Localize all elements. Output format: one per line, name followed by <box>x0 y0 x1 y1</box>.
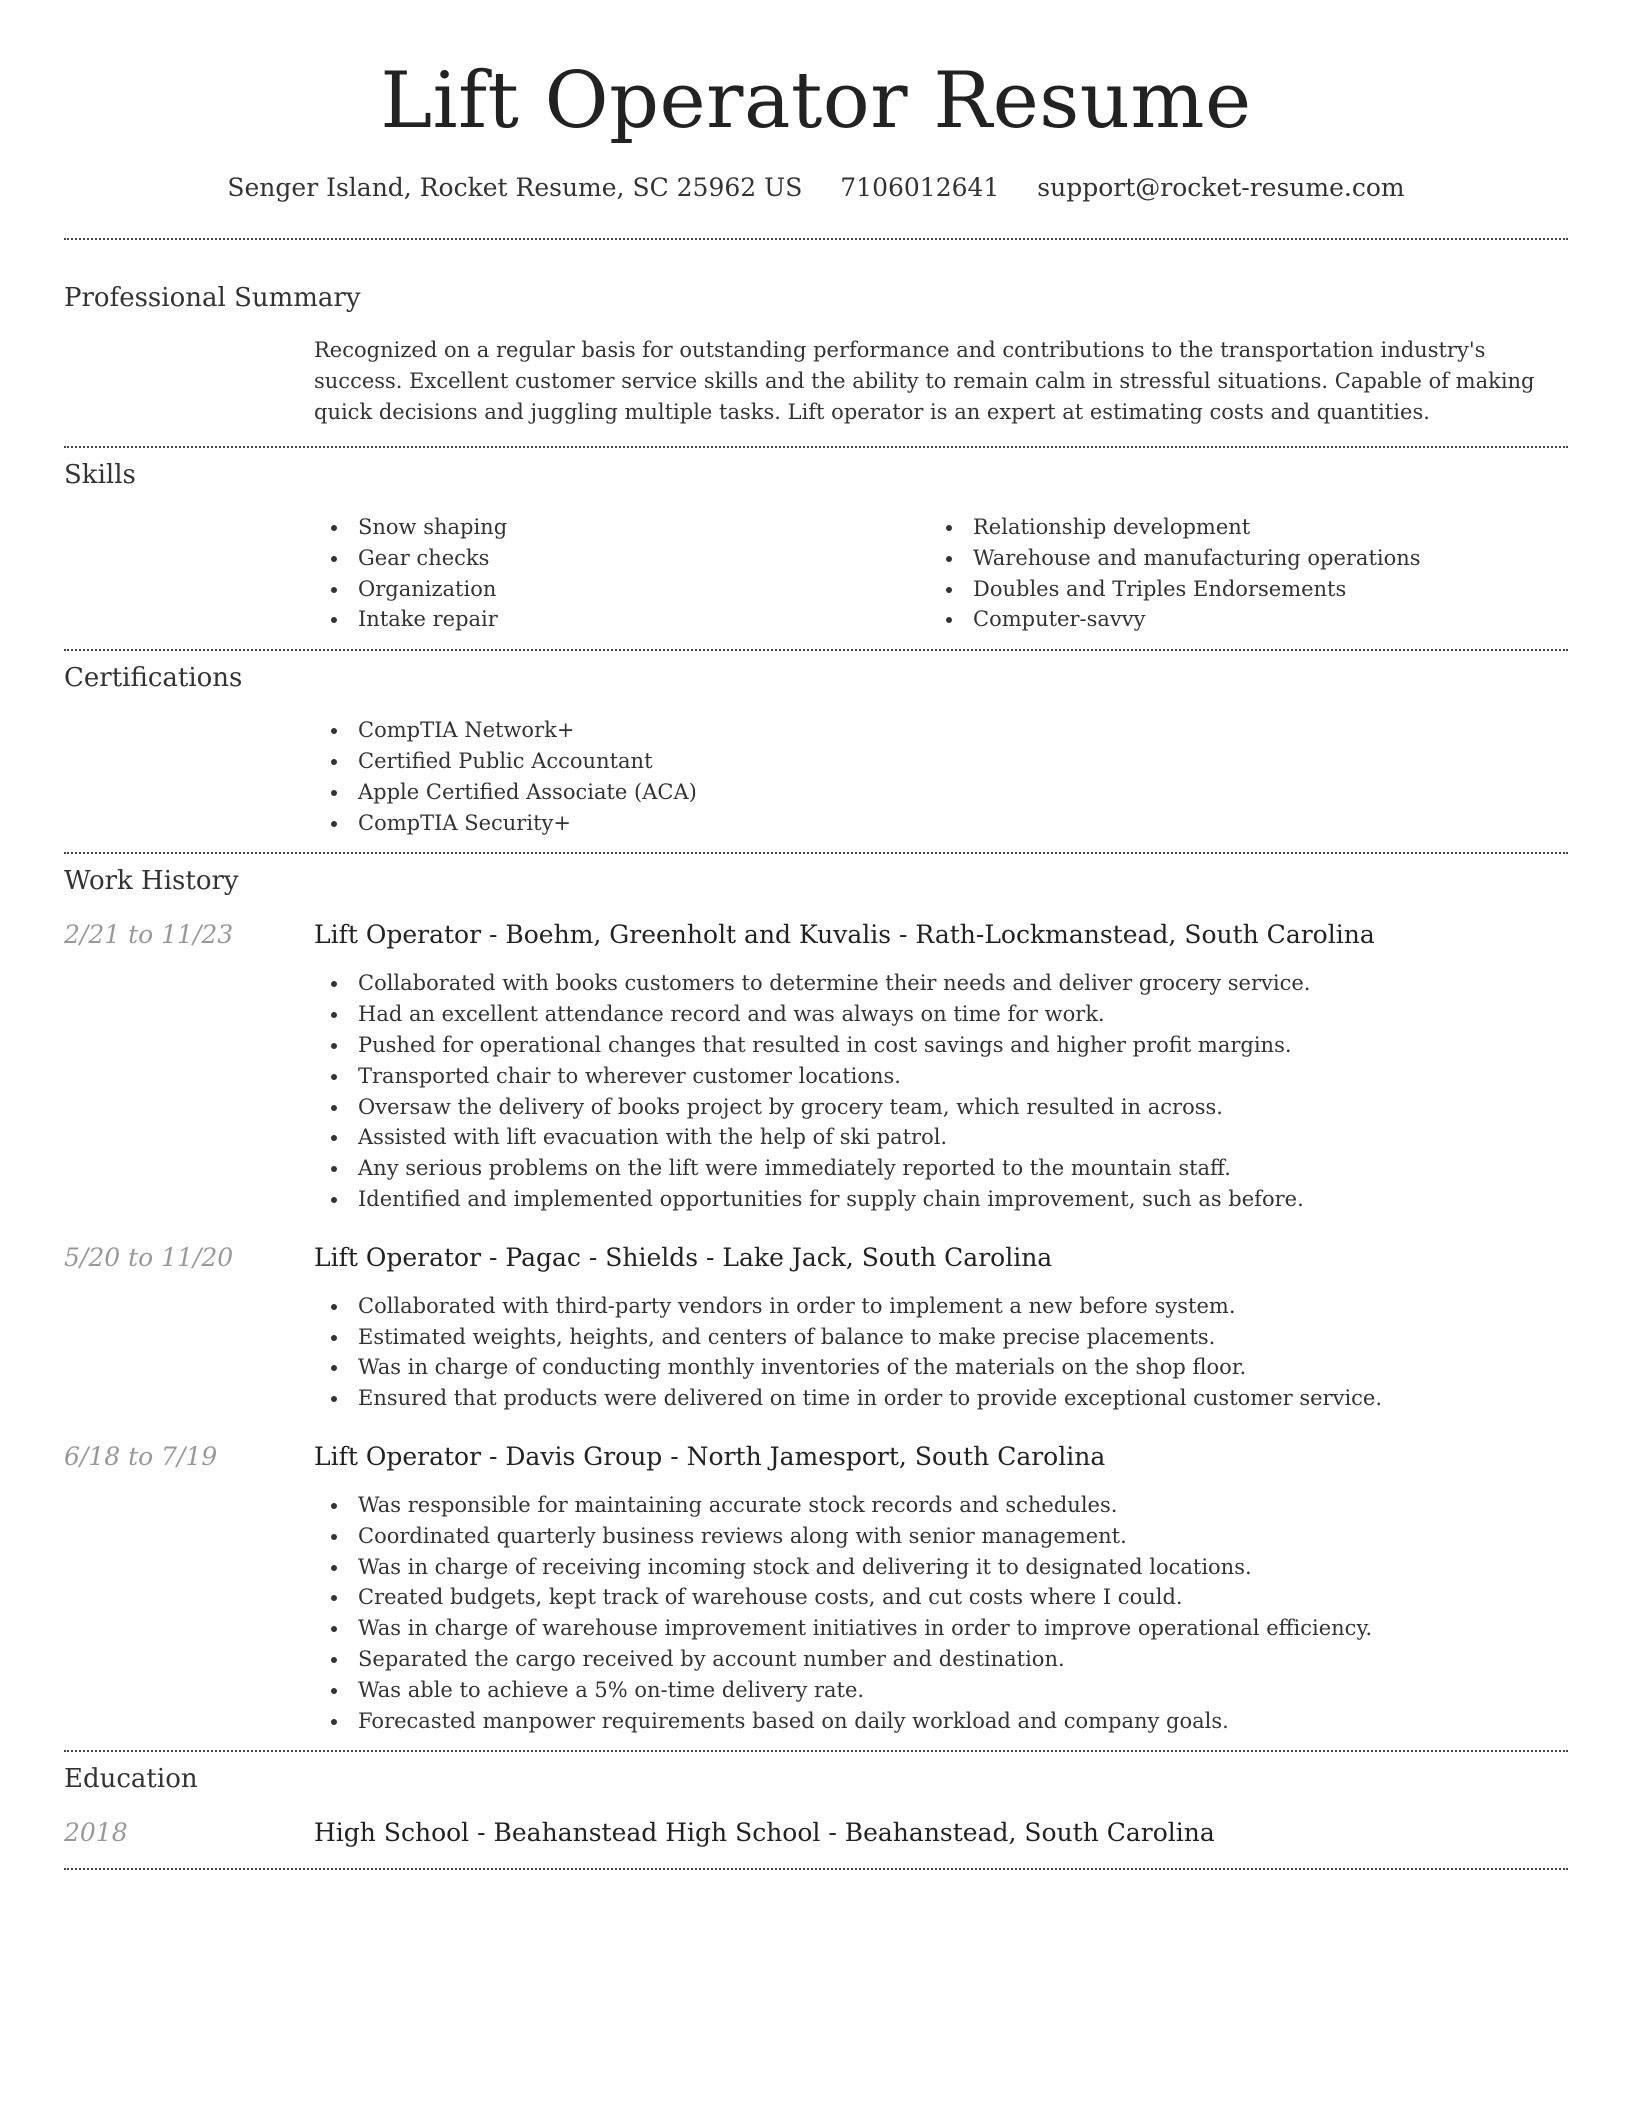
job-bullet: Assisted with lift evacuation with the help of ski patrol. <box>314 1122 1568 1153</box>
job-bullet: Created budgets, kept track of warehouse costs, and cut costs where I could. <box>314 1582 1568 1613</box>
contact-phone: 7106012641 <box>840 173 1000 202</box>
job-bullet: Was able to achieve a 5% on-time delivery rate. <box>314 1675 1568 1706</box>
job-bullet: Pushed for operational changes that resulted in cost savings and higher profit margins. <box>314 1030 1568 1061</box>
job-dates: 2/21 to 11/23 <box>64 920 234 950</box>
job-bullet: Was in charge of warehouse improvement initiatives in order to improve operational efficiency. <box>314 1613 1568 1644</box>
section-divider <box>64 852 1568 854</box>
skill-item: Snow shaping <box>314 512 929 543</box>
job-bullet: Oversaw the delivery of books project by grocery team, which resulted in across. <box>314 1092 1568 1123</box>
job-bullet: Collaborated with third-party vendors in order to implement a new before system. <box>314 1291 1568 1322</box>
job-header <box>64 1440 1568 1474</box>
certifications-heading: Certifications <box>64 663 243 694</box>
skill-item: Doubles and Triples Endorsements <box>929 574 1544 605</box>
section-divider <box>64 238 1568 240</box>
job-bullet: Was in charge of conducting monthly inventories of the materials on the shop floor. <box>314 1352 1568 1383</box>
job-header <box>64 1241 1568 1275</box>
summary-heading: Professional Summary <box>64 283 361 313</box>
education-entry <box>64 1816 1568 1850</box>
job-entry <box>64 1440 1568 1736</box>
skill-item: Relationship development <box>929 512 1544 543</box>
job-title: Lift Operator - Boehm, Greenholt and Kuvalis - Rath-Lockmanstead, South Carolina <box>314 920 1375 950</box>
work-history-heading: Work History <box>64 866 239 897</box>
skills-column-right <box>929 512 1544 635</box>
section-divider <box>64 1750 1568 1752</box>
job-bullet: Collaborated with books customers to determine their needs and deliver grocery service. <box>314 968 1568 999</box>
skill-item: Warehouse and manufacturing operations <box>929 543 1544 574</box>
certification-item: Certified Public Accountant <box>314 746 1568 777</box>
resume-title: Lift Operator Resume <box>380 56 1252 146</box>
certifications-list <box>314 715 1568 838</box>
job-bullet: Separated the cargo received by account number and destination. <box>314 1644 1568 1675</box>
skills-column-left <box>314 512 929 635</box>
certification-item: Apple Certified Associate (ACA) <box>314 777 1568 808</box>
job-header <box>64 918 1568 952</box>
section-divider <box>64 446 1568 448</box>
contact-address: Senger Island, Rocket Resume, SC 25962 US <box>227 173 803 202</box>
job-bullet: Any serious problems on the lift were immediately reported to the mountain staff. <box>314 1153 1568 1184</box>
job-entry <box>64 918 1568 1214</box>
job-bullets <box>314 1490 1568 1736</box>
skill-item: Intake repair <box>314 604 929 635</box>
section-divider <box>64 649 1568 651</box>
job-bullets <box>314 968 1568 1214</box>
section-divider <box>64 1868 1568 1870</box>
skill-item: Organization <box>314 574 929 605</box>
job-entry <box>64 1241 1568 1414</box>
skill-item: Gear checks <box>314 543 929 574</box>
education-heading: Education <box>64 1764 198 1795</box>
contact-email[interactable]: support@rocket-resume.com <box>1037 173 1405 202</box>
job-bullets <box>314 1291 1568 1414</box>
education-title: High School - Beahanstead High School - Beahanstead, South Carolina <box>314 1818 1215 1848</box>
job-dates: 6/18 to 7/19 <box>64 1441 218 1471</box>
job-dates: 5/20 to 11/20 <box>64 1242 234 1272</box>
skill-item: Computer-savvy <box>929 604 1544 635</box>
job-title: Lift Operator - Pagac - Shields - Lake Jack, South Carolina <box>314 1242 1053 1272</box>
skills-heading: Skills <box>64 460 136 490</box>
job-bullet: Estimated weights, heights, and centers of balance to make precise placements. <box>314 1322 1568 1353</box>
skills-list <box>314 512 1568 635</box>
contact-line <box>64 172 1568 204</box>
job-bullet: Had an excellent attendance record and was always on time for work. <box>314 999 1568 1030</box>
job-bullet: Identified and implemented opportunities for supply chain improvement, such as before. <box>314 1184 1568 1215</box>
job-title: Lift Operator - Davis Group - North Jamesport, South Carolina <box>314 1441 1106 1471</box>
job-bullet: Was responsible for maintaining accurate stock records and schedules. <box>314 1490 1568 1521</box>
job-bullet: Was in charge of receiving incoming stock and delivering it to designated locations. <box>314 1552 1568 1583</box>
job-bullet: Forecasted manpower requirements based on daily workload and company goals. <box>314 1706 1568 1737</box>
summary-text: Recognized on a regular basis for outstanding performance and contributions to the transportation industry's success. Excellent customer service skills and the ability to remain calm in stressful situations. Capable of making quick decisions and juggling multiple tasks. Lift operator is an expert at estimating costs and quantities. <box>314 338 1535 424</box>
job-bullet: Coordinated quarterly business reviews along with senior management. <box>314 1521 1568 1552</box>
job-bullet: Transported chair to wherever customer locations. <box>314 1061 1568 1092</box>
certification-item: CompTIA Network+ <box>314 715 1568 746</box>
job-bullet: Ensured that products were delivered on time in order to provide exceptional customer service. <box>314 1383 1568 1414</box>
education-year: 2018 <box>64 1818 128 1848</box>
certification-item: CompTIA Security+ <box>314 808 1568 839</box>
